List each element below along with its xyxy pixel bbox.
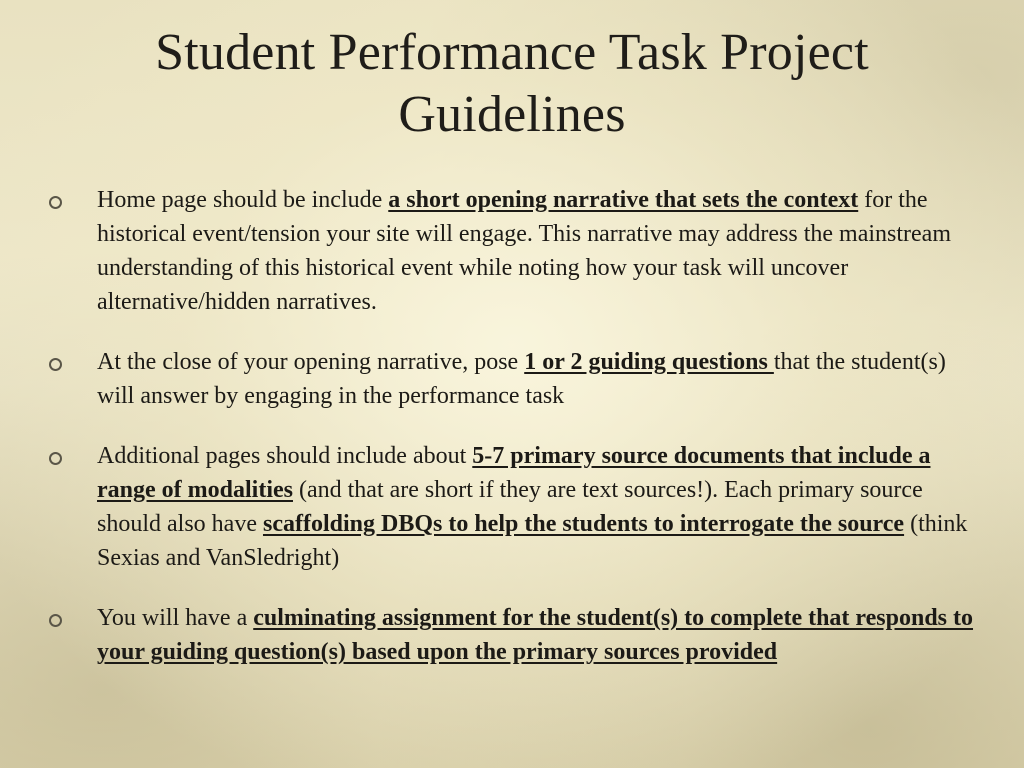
bullet-text xyxy=(97,443,967,571)
slide-title: Student Performance Task Project Guidelines xyxy=(155,24,869,143)
hollow-circle-bullet-icon xyxy=(49,358,62,371)
bullet-emphasis: a short opening narrative that sets the context xyxy=(388,187,859,213)
hollow-circle-bullet-icon xyxy=(49,196,62,209)
bullet-emphasis: scaffolding DBQs to help the students to interrogate the source xyxy=(262,511,905,537)
bullet-text xyxy=(97,187,951,315)
bullet-text-part: Additional pages should include about xyxy=(97,443,473,469)
hollow-circle-bullet-icon xyxy=(49,452,62,465)
bullet-text-part: You will have a xyxy=(97,605,254,631)
bullet-text-part: (and that are short if they are text sources!). Each primary source should also have xyxy=(97,477,923,537)
bullet-emphasis: culminating assignment for the student(s) to complete that responds to your guiding question(s) based upon the primary sources provided xyxy=(97,605,974,665)
bullet-text-part: Home page should be include xyxy=(97,187,389,213)
bullet-item xyxy=(46,183,976,319)
bullet-text-part: At the close of your opening narrative, pose xyxy=(97,349,525,375)
bullet-text xyxy=(97,349,946,409)
bullet-item xyxy=(46,345,976,413)
bullet-emphasis: 1 or 2 guiding questions xyxy=(524,349,774,375)
bullet-list xyxy=(46,183,976,695)
bullet-text xyxy=(97,605,973,665)
bullet-text-part: that the student(s) will answer by engaging in the performance task xyxy=(97,349,946,409)
bullet-item xyxy=(46,601,976,669)
bullet-text-part: (think Sexias and VanSledright) xyxy=(97,511,968,571)
hollow-circle-bullet-icon xyxy=(49,614,62,627)
bullet-emphasis: 5-7 primary source documents that include a range of modalities xyxy=(97,443,931,503)
bullet-text-part: for the historical event/tension your site will engage. This narrative may address the mainstream understanding of this historical event while noting how your task will uncover alternative/hidden narratives. xyxy=(97,187,951,315)
bullet-item xyxy=(46,439,976,575)
